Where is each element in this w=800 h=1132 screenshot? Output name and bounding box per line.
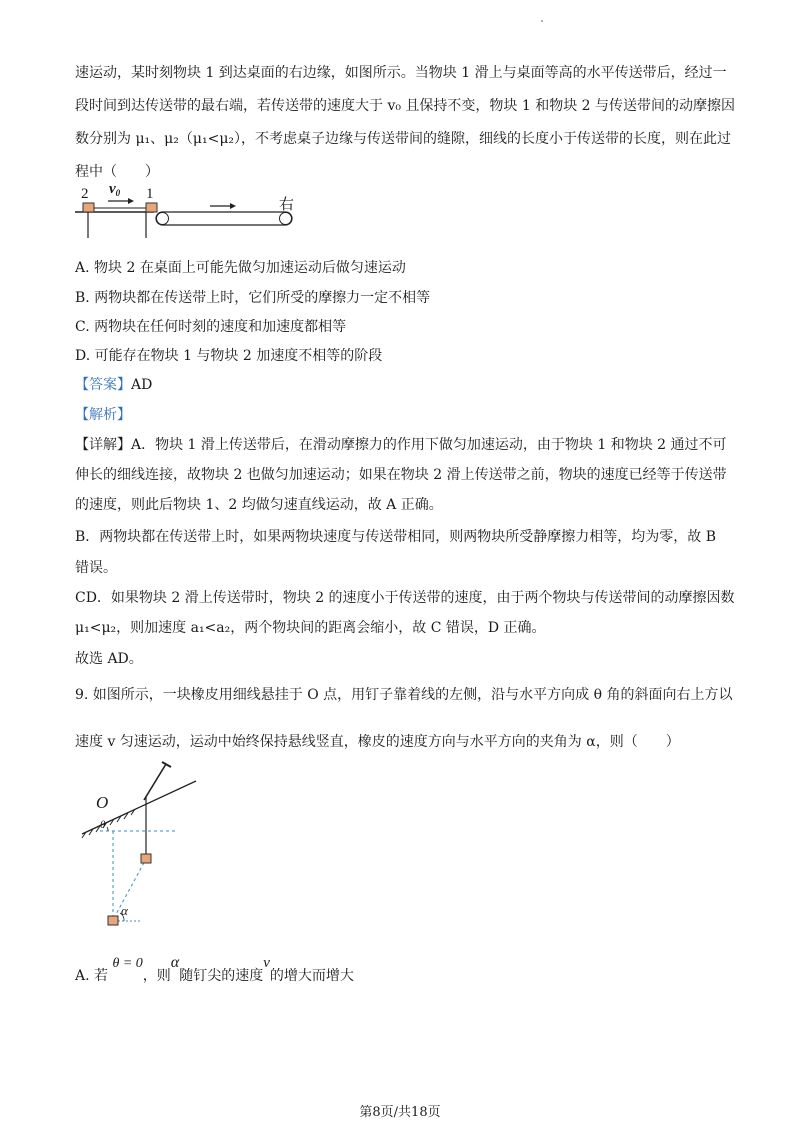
q9-stem-line-1: 9. 如图所示，一块橡皮用细线悬挂于 O 点，用钉子靠着线的左侧，沿与水平方向成 θ 角的斜面向右上方以 (75, 687, 733, 703)
block-2-label: 2 (81, 186, 89, 202)
q9-option-a-alpha: α (170, 954, 180, 971)
conveyor-figure (70, 180, 310, 242)
analysis-line-3: 的速度，则此后物块 1、2 均做匀速直线运动，故 A 正确。 (75, 497, 443, 513)
eraser-path (114, 859, 146, 918)
q8-stem-line-2: 段时间到达传送带的最右端，若传送带的速度大于 v₀ 且保持不变，物块 1 和物块 2 与传送带间的动摩擦因 (75, 98, 736, 114)
q8-stem-line-1: 速运动，某时刻物块 1 到达桌面的右边缘，如图所示。当物块 1 滑上与桌面等高的水平传送带后，经过一 (75, 65, 727, 81)
velocity-label: $v_0$ (109, 181, 121, 198)
analysis-line-8: 故选 AD。 (75, 651, 143, 667)
scan-dot (541, 20, 543, 22)
nail-head (162, 762, 171, 767)
answer-line (75, 378, 152, 392)
block-1 (146, 203, 157, 212)
analysis-line-4: B．两物块都在传送带上时，如果两物块速度与传送带相同，则两物块所受静摩擦力相等，均为零，故 B (75, 529, 717, 545)
analysis-tag: 【解析】 (75, 407, 131, 423)
q8-stem-line-4: 程中（ ） (75, 164, 159, 180)
q9-stem-line-2: 速度 v 匀速运动，运动中始终保持悬线竖直，橡皮的速度方向与水平方向的夹角为 α，则（ ） (75, 734, 680, 750)
eraser-lower (108, 916, 118, 925)
belt-direction-arrow-head (230, 203, 236, 209)
q8-option-b: B. 两物块都在传送带上时，它们所受的摩擦力一定不相等 (75, 290, 431, 306)
page-footer: 第8页/共18页 (359, 1105, 441, 1120)
pulley-right (280, 213, 292, 225)
answer-value: AD (131, 377, 153, 393)
velocity-arrow-head (128, 198, 134, 204)
q8-option-a: A. 物块 2 在桌面上可能先做匀加速运动后做匀速运动 (75, 260, 406, 276)
block-1-label: 1 (146, 186, 154, 202)
block-2 (83, 203, 94, 212)
analysis-line-5: 错误。 (75, 560, 117, 576)
theta-arc (107, 827, 108, 831)
theta-label: θ (100, 819, 106, 831)
q8-stem-line-3: 数分别为 μ₁、μ₂（μ₁<μ₂），不考虑桌子边缘与传送带间的缝隙，细线的长度小于传送带的长度，则在此过 (75, 131, 732, 147)
analysis-line-1: 【详解】A．物块 1 滑上传送带后，在滑动摩擦力的作用下做匀加速运动，由于物块 1 和物块 2 通过不可 (75, 437, 727, 453)
q9-option-a-condition: θ = 0 (112, 956, 143, 971)
pulley-left (157, 213, 169, 225)
q9-option-a-text: A. 若 θ = 0，则α随钉尖的速度v的增大而增大 (75, 954, 354, 984)
q9-option-a-v: v (263, 955, 270, 971)
right-direction-label: 右 (279, 195, 295, 213)
alpha-label: α (121, 903, 128, 918)
eraser-upper (141, 854, 151, 863)
eraser-figure (78, 758, 198, 930)
analysis-line-6: CD．如果物块 2 滑上传送带时，物块 2 的速度小于传送带的速度，由于两个物块与传送带间的动摩擦因数 (75, 590, 735, 606)
analysis-line-7: μ₁<μ₂，则加速度 a₁<a₂，两个物块间的距离会缩小，故 C 错误，D 正确。 (75, 620, 546, 636)
q8-option-c: C. 两物块在任何时刻的速度和加速度都相等 (75, 319, 347, 335)
analysis-line-2: 伸长的细线连接，故物块 2 也做匀加速运动；如果在物块 2 滑上传送带之前，物块的速度已经等于传送带 (75, 467, 727, 483)
conveyor-belt (156, 212, 292, 225)
point-o-label: O (96, 793, 109, 812)
nail (144, 764, 166, 800)
q8-option-d: D. 可能存在物块 1 与物块 2 加速度不相等的阶段 (75, 348, 383, 364)
answer-tag: 【答案】 (75, 377, 131, 393)
